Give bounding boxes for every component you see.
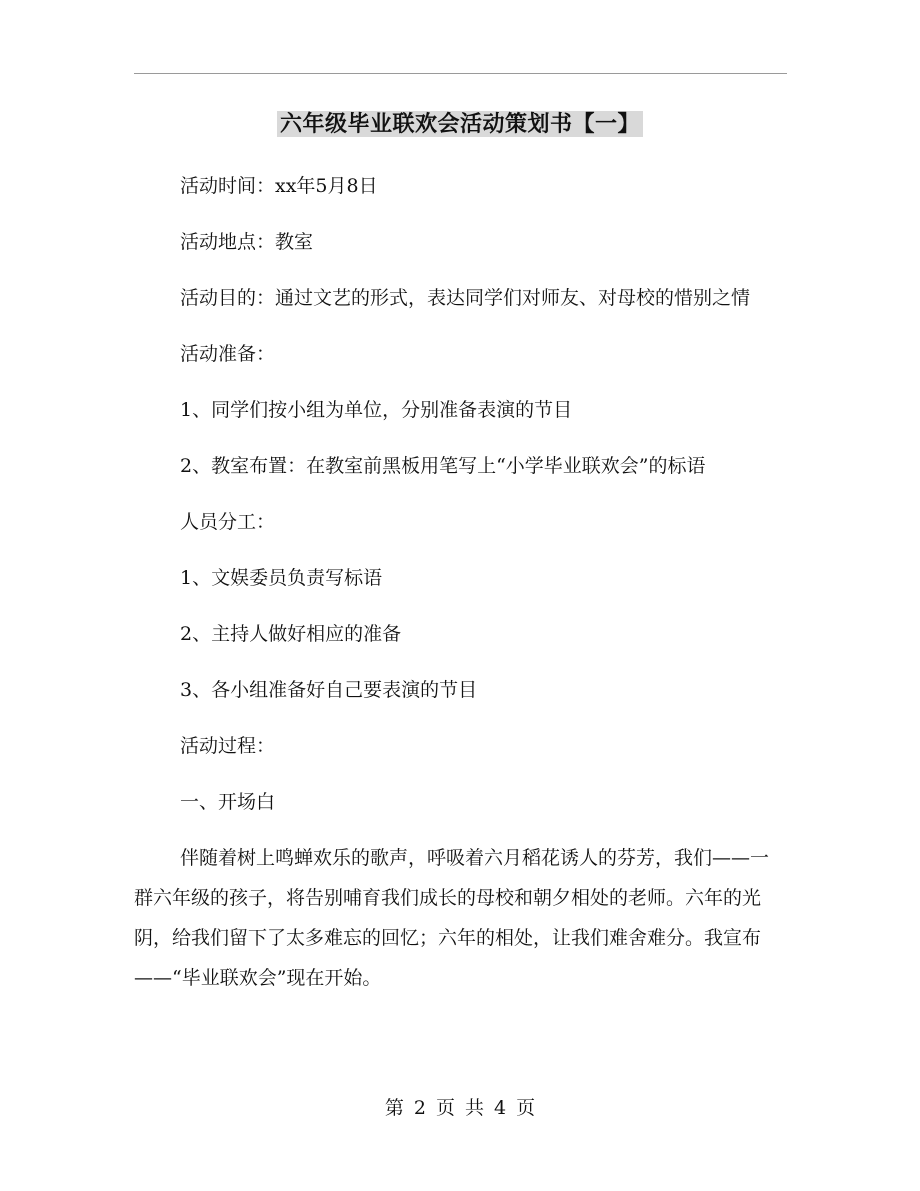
document-title <box>0 107 920 141</box>
paragraph-preparation-item-2: 2、教室布置：在教室前黑板用笔写上“小学毕业联欢会”的标语 <box>180 455 706 477</box>
paragraph-activity-process: 活动过程： <box>180 735 276 757</box>
paragraph-preparation-item-1: 1、同学们按小组为单位，分别准备表演的节目 <box>180 399 573 421</box>
paragraph-staff-item-1: 1、文娱委员负责写标语 <box>180 567 383 589</box>
paragraph-activity-time: 活动时间：xx年5月8日 <box>180 175 378 197</box>
document-body <box>134 166 787 1014</box>
paragraph-section-opening: 一、开场白 <box>180 791 276 813</box>
paragraph-activity-location: 活动地点：教室 <box>180 231 314 253</box>
paragraph-activity-purpose: 活动目的：通过文艺的形式，表达同学们对师友、对母校的惜别之情 <box>180 287 751 309</box>
paragraph-activity-preparation: 活动准备： <box>180 343 276 365</box>
header-rule <box>134 73 787 74</box>
paragraph-staff-item-3: 3、各小组准备好自己要表演的节目 <box>180 679 478 701</box>
paragraph-staff-assignment: 人员分工： <box>180 511 276 533</box>
document-title-text: 六年级毕业联欢会活动策划书【一】 <box>277 111 643 137</box>
page-number-footer: 第 2 页 共 4 页 <box>384 1097 536 1119</box>
paragraph-opening-speech: 伴随着树上鸣蝉欢乐的歌声，呼吸着六月稻花诱人的芬芳，我们——一群六年级的孩子，将告别哺育我们成长的母校和朝夕相处的老师。六年的光阴，给我们留下了太多难忘的回忆；六年的相处，让我们难舍难分。我宣布——“毕业联欢会”现在开始。 <box>134 847 770 989</box>
paragraph-staff-item-2: 2、主持人做好相应的准备 <box>180 623 402 645</box>
